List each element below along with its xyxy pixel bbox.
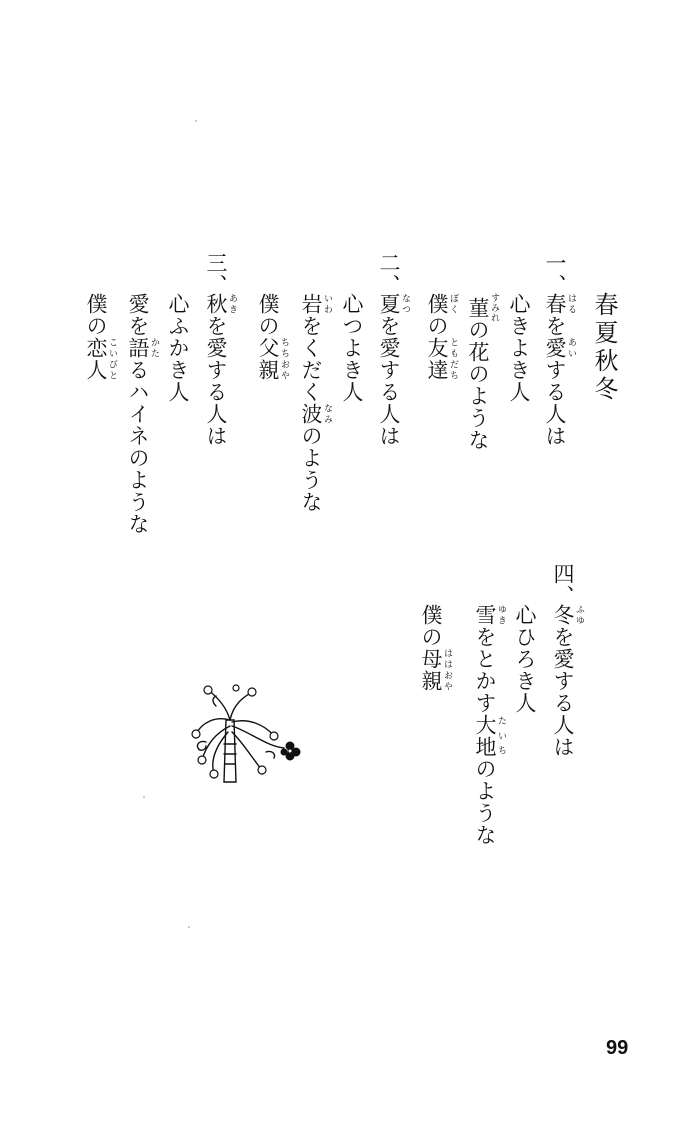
- stanza-3-line-1-ruby-1: 秋 あき: [204, 293, 237, 315]
- stanza-3-number: 三、: [204, 252, 228, 296]
- stanza-1-line-4: 僕 ぼくの友達 ともだち: [425, 293, 458, 381]
- stanza-2-line-3-ruby-2: 波 なみ: [299, 403, 332, 425]
- stanza-1-line-3-ruby-1: 菫 すみれ: [466, 293, 499, 323]
- stanza-1-line-1-ruby-1: 春 はる: [543, 293, 576, 315]
- stanza-1-line-4-ruby-2: 友達 ともだち: [425, 337, 458, 381]
- stanza-2-line-2: 心つよき人: [340, 293, 364, 403]
- stanza-3-line-4-ruby-1: 恋人 こいびと: [84, 337, 117, 381]
- stanza-3-line-2: 心ふかき人: [166, 293, 190, 403]
- stanza-3-line-4: 僕の恋人 こいびと: [84, 293, 117, 381]
- scan-speck: [195, 120, 197, 122]
- stanza-1-line-4-ruby-1: 僕 ぼく: [425, 293, 458, 315]
- stanza-1-number: 一、: [543, 252, 567, 296]
- stanza-4-line-4: 僕の母親 ははおや: [419, 604, 452, 692]
- page-number: 99: [606, 1037, 629, 1059]
- stanza-1-line-1: 春 はるを愛 あいする人は: [543, 293, 576, 447]
- scan-speck: [143, 796, 145, 798]
- scan-speck: [188, 926, 190, 928]
- stanza-1-line-3: 菫 すみれの花のような: [466, 293, 499, 451]
- stanza-2-line-3-ruby-1: 岩 いわ: [299, 293, 332, 315]
- stanza-2-line-1: 夏 なつを愛する人は: [377, 293, 410, 447]
- stanza-4-line-3-ruby-1: 雪 ゆき: [473, 604, 506, 626]
- stanza-2-line-1-ruby-1: 夏 なつ: [377, 293, 410, 315]
- stanza-2-line-4-ruby-1: 父親 ちちおや: [256, 337, 289, 381]
- stanza-4-line-1-ruby-1: 冬 ふゆ: [551, 604, 584, 626]
- poem-title: 春夏秋冬: [590, 292, 618, 404]
- stanza-4-line-1: 冬 ふゆを愛する人は: [551, 604, 584, 758]
- stanza-4-line-2: 心ひろき人: [513, 604, 537, 714]
- stanza-3-line-3: 愛を語 かたるハイネのような: [126, 293, 159, 535]
- stanza-4-line-3-ruby-2: 大地 たいち: [473, 714, 506, 758]
- stanza-2-line-4: 僕の父親 ちちおや: [256, 293, 289, 381]
- stanza-4-number: 四、: [551, 563, 575, 607]
- stanza-3-line-1: 秋 あきを愛する人は: [204, 293, 237, 447]
- flower-vase-illustration: [186, 682, 310, 788]
- stanza-4-line-3: 雪 ゆきをとかす大地 たいちのような: [473, 604, 506, 846]
- stanza-1-line-1-ruby-2: 愛 あい: [543, 337, 576, 359]
- stanza-1-line-2: 心きよき人: [507, 293, 531, 403]
- stanza-2-number: 二、: [377, 252, 401, 296]
- stanza-4-line-4-ruby-1: 母親 ははおや: [419, 648, 452, 692]
- stanza-2-line-3: 岩 いわをくだく波 なみのような: [299, 293, 332, 513]
- stanza-3-line-3-ruby-1: 語 かた: [126, 337, 159, 359]
